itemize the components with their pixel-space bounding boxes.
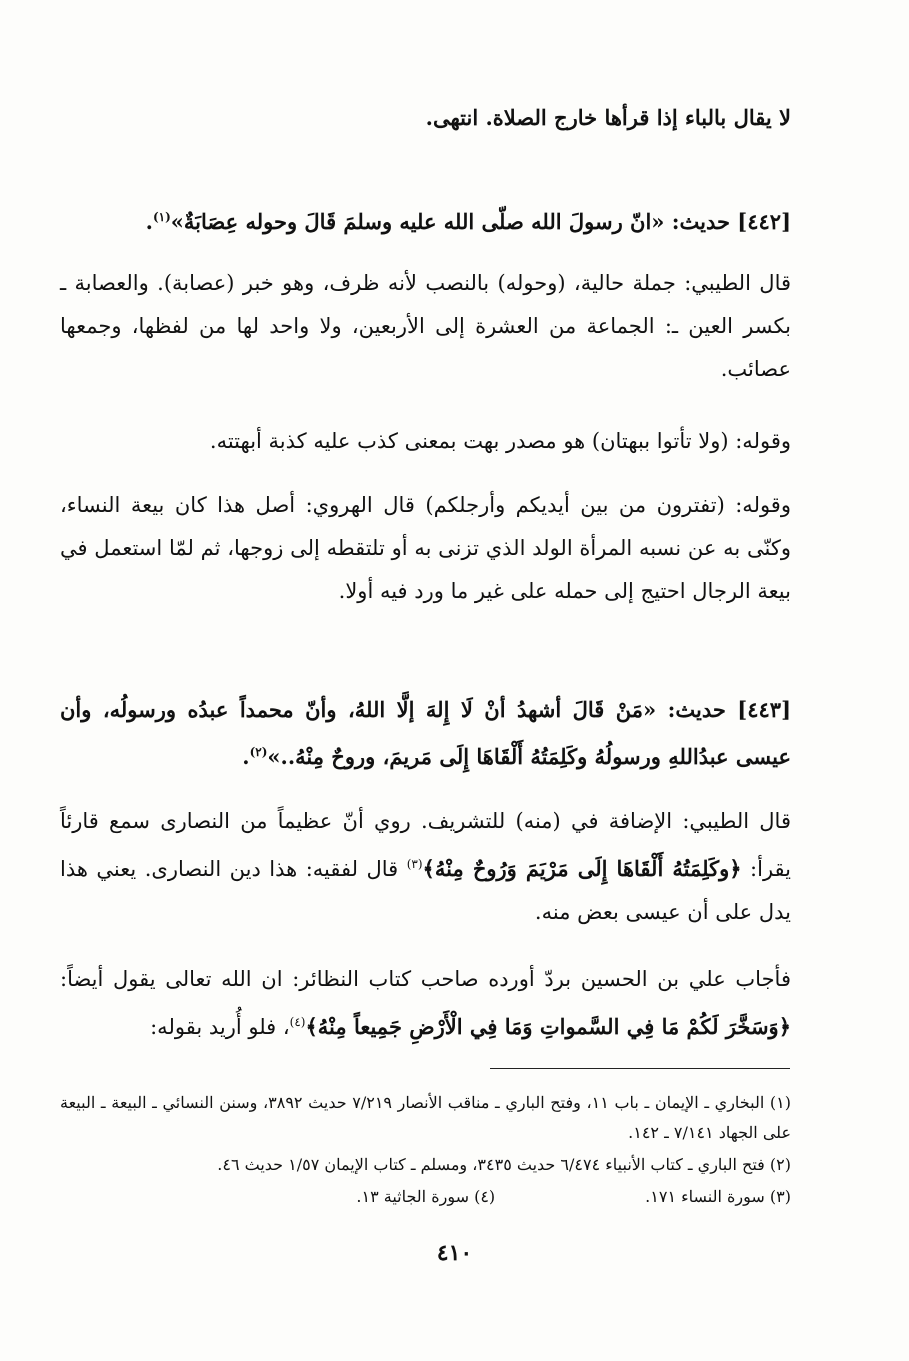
entry-442-para-3	[60, 484, 791, 613]
footnotes-3-4	[60, 1182, 791, 1212]
footnotes	[60, 1088, 791, 1212]
footnote-3: (٣) سورة النساء ١٧١.	[645, 1187, 791, 1206]
footnote-ref: (٢)	[249, 745, 268, 759]
entry-442	[60, 196, 791, 243]
footnote-ref: (٣)	[406, 857, 423, 871]
footnote-divider	[490, 1068, 790, 1069]
quran-quote: ﴿وَسَخَّرَ لَكُمْ مَا فِي السَّمواتِ وَمَا فِي الْأَرْضِ جَمِيعاً مِنْهُ﴾	[305, 1014, 791, 1039]
footnote-4: (٤) سورة الجاثية ١٣.	[356, 1187, 496, 1206]
paragraph: وقوله: (ولا تأتوا ببهتان) هو مصدر بهت بمعنى كذب عليه كذبة أبهتته.	[209, 429, 791, 453]
footnote-1: (١) البخاري ـ الإيمان ـ باب ١١، وفتح الباري ـ مناقب الأنصار ٧/٢١٩ حديث ٣٨٩٢، وسنن النسائي ـ البيعة ـ البيعة على الجهاد ٧/١٤١ ـ ١٤٢.	[60, 1093, 792, 1142]
paragraph: وقوله: (تفترون من بين أيديكم وأرجلكم) قال الهروي: أصل هذا كان بيعة النساء، وكنّى به عن نسبه المرأة الولد الذي تزنى به أو تلتقطه إلى زوجها، ثم لمّا استعمل في بيعة الرجال احتيج إلى حمله على غير ما ورد فيه أولا.	[60, 493, 791, 603]
top-line-block	[60, 96, 791, 139]
quran-quote: ﴿وكَلِمَتُهُ أَلْقَاهَا إِلَى مَرْيَمَ وَرُوحٌ مِنْهُ﴾	[422, 856, 742, 881]
entry-443-para-2	[60, 958, 791, 1049]
page-number: ٤١٠	[436, 1240, 473, 1266]
top-line: لا يقال بالباء إذا قرأها خارج الصلاة. انتهى.	[425, 105, 791, 130]
entry-443-heading: [٤٤٣] حديث: «مَنْ قَالَ أشهدُ أنْ لَا إِلهَ إلَّا اللهُ، وأنّ محمداً عبدُه ورسولُه، وأن عيسى عبدُاللهِ ورسولُهُ وكَلِمَتُهُ أَلْقَاهَا إِلَى مَريمَ، وروحٌ مِنْهُ..»$^{(٢)}$.	[60, 697, 791, 769]
entry-442-para-1	[60, 262, 791, 391]
footnote-ref: (٤)	[289, 1015, 306, 1029]
paragraph: قال الطيبي: الإضافة في (منه) للتشريف. روي أنّ عظيماً من النصارى سمع قارئاً يقرأ: ﴿وكَلِمَتُهُ أَلْقَاهَا إِلَى مَرْيَمَ وَرُوحٌ مِنْهُ﴾$^{(٣)}$ قال لفقيه: هذا دين النصارى. يعني هذا يدل على أن عيسى بعض منه.	[60, 809, 792, 924]
paragraph: فأجاب علي بن الحسين بردّ أورده صاحب كتاب النظائر: ان الله تعالى يقول أيضاً: ﴿وَسَخَّرَ لَكُمْ مَا فِي السَّمواتِ وَمَا فِي الْأَرْضِ جَمِيعاً مِنْهُ﴾$^{(٤)}$، فلو أُريد بقوله:	[60, 967, 791, 1039]
entry-442-para-2	[60, 420, 791, 463]
entry-443	[60, 688, 791, 778]
paragraph: قال الطيبي: جملة حالية، (وحوله) بالنصب لأنه ظرف، وهو خبر (عصابة). والعصابة ـ بكسر العين ـ: الجماعة من العشرة إلى الأربعين، ولا واحد لها من لفظها، وجمعها عصائب.	[60, 271, 791, 381]
entry-442-heading: [٤٤٢] حديث: «انّ رسولَ الله صلّى الله عليه وسلمَ قَالَ وحوله عِصَابَةٌ»$^{(١)}$.	[145, 209, 791, 234]
entry-443-para-1	[60, 800, 791, 934]
footnote-2: (٢) فتح الباري ـ كتاب الأنبياء ٦/٤٧٤ حديث ٣٤٣٥، ومسلم ـ كتاب الإيمان ١/٥٧ حديث ٤٦.	[217, 1155, 791, 1174]
footnote-ref: (١)	[152, 210, 171, 224]
